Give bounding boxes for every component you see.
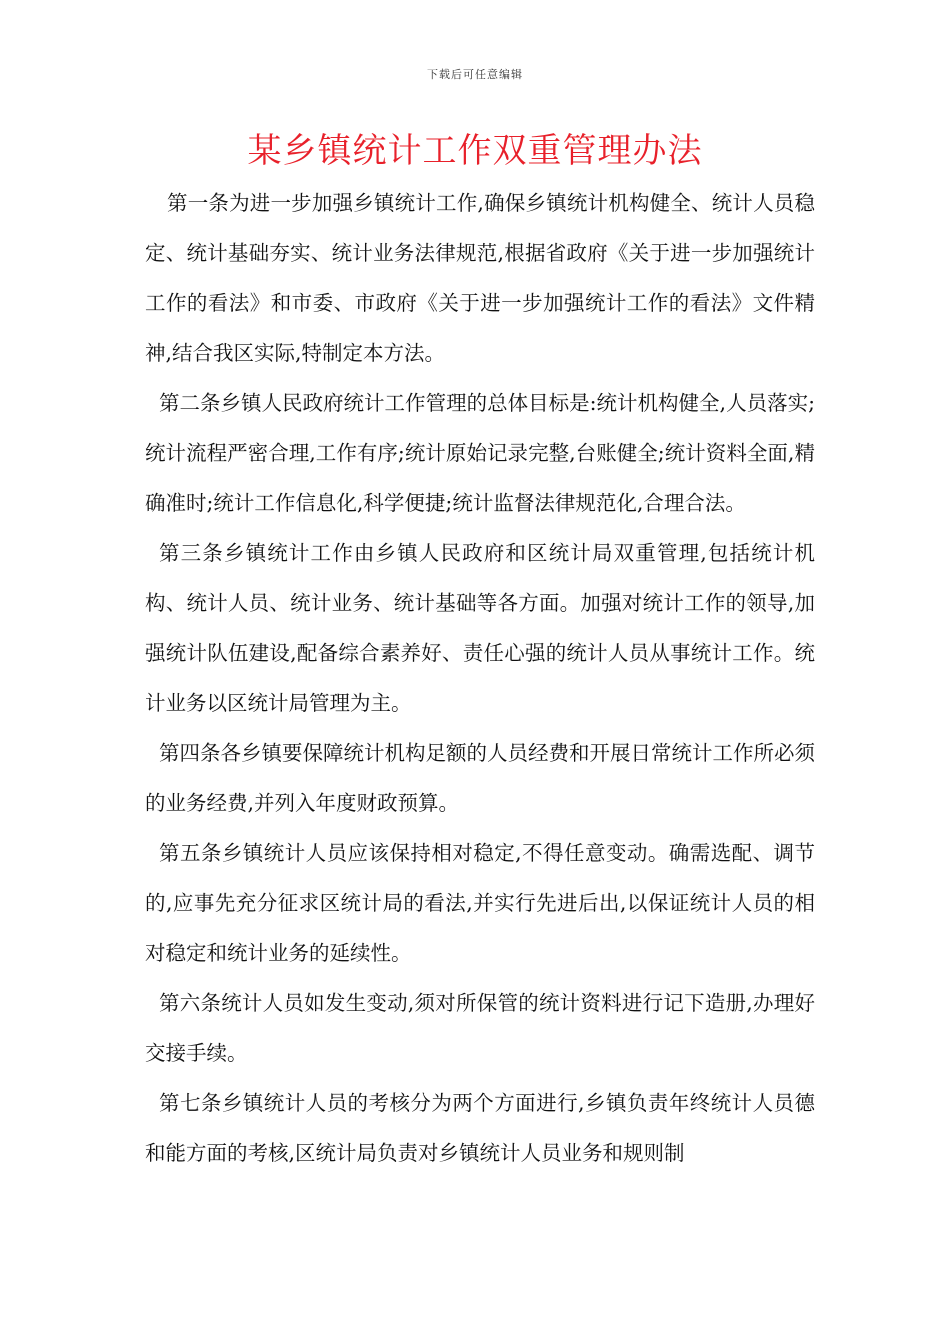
article-3: 第三条乡镇统计工作由乡镇人民政府和区统计局双重管理,包括统计机构、统计人员、统计业务、统计基础等各方面。加强对统计工作的领导,加强统计队伍建设,配备综合素养好、责任心强的统计人员从事统计工作。统计业务以区统计局管理为主。: [145, 541, 815, 715]
article-2: 第二条乡镇人民政府统计工作管理的总体目标是:统计机构健全,人员落实;统计流程严密合理,工作有序;统计原始记录完整,台账健全;统计资料全面,精确准时;统计工作信息化,科学便捷;统计监督法律规范化,合理合法。: [145, 391, 815, 515]
article-1: 第一条为进一步加强乡镇统计工作,确保乡镇统计机构健全、统计人员稳定、统计基础夯实、统计业务法律规范,根据省政府《关于进一步加强统计工作的看法》和市委、市政府《关于进一步加强统计工作的看法》文件精神,结合我区实际,特制定本方法。: [145, 191, 815, 365]
article-4: 第四条各乡镇要保障统计机构足额的人员经费和开展日常统计工作所必须的业务经费,并列入年度财政预算。: [145, 741, 815, 815]
article-6: 第六条统计人员如发生变动,须对所保管的统计资料进行记下造册,办理好交接手续。: [145, 991, 815, 1065]
article-7: 第七条乡镇统计人员的考核分为两个方面进行,乡镇负责年终统计人员德和能方面的考核,区统计局负责对乡镇统计人员业务和规则制: [145, 1091, 815, 1165]
document-body: [145, 178, 815, 1178]
download-note: 下载后可任意编辑: [427, 68, 523, 81]
document-title: 某乡镇统计工作双重管理办法: [247, 131, 703, 171]
article-5: 第五条乡镇统计人员应该保持相对稳定,不得任意变动。确需选配、调节的,应事先充分征求区统计局的看法,并实行先进后出,以保证统计人员的相对稳定和统计业务的延续性。: [145, 841, 815, 965]
